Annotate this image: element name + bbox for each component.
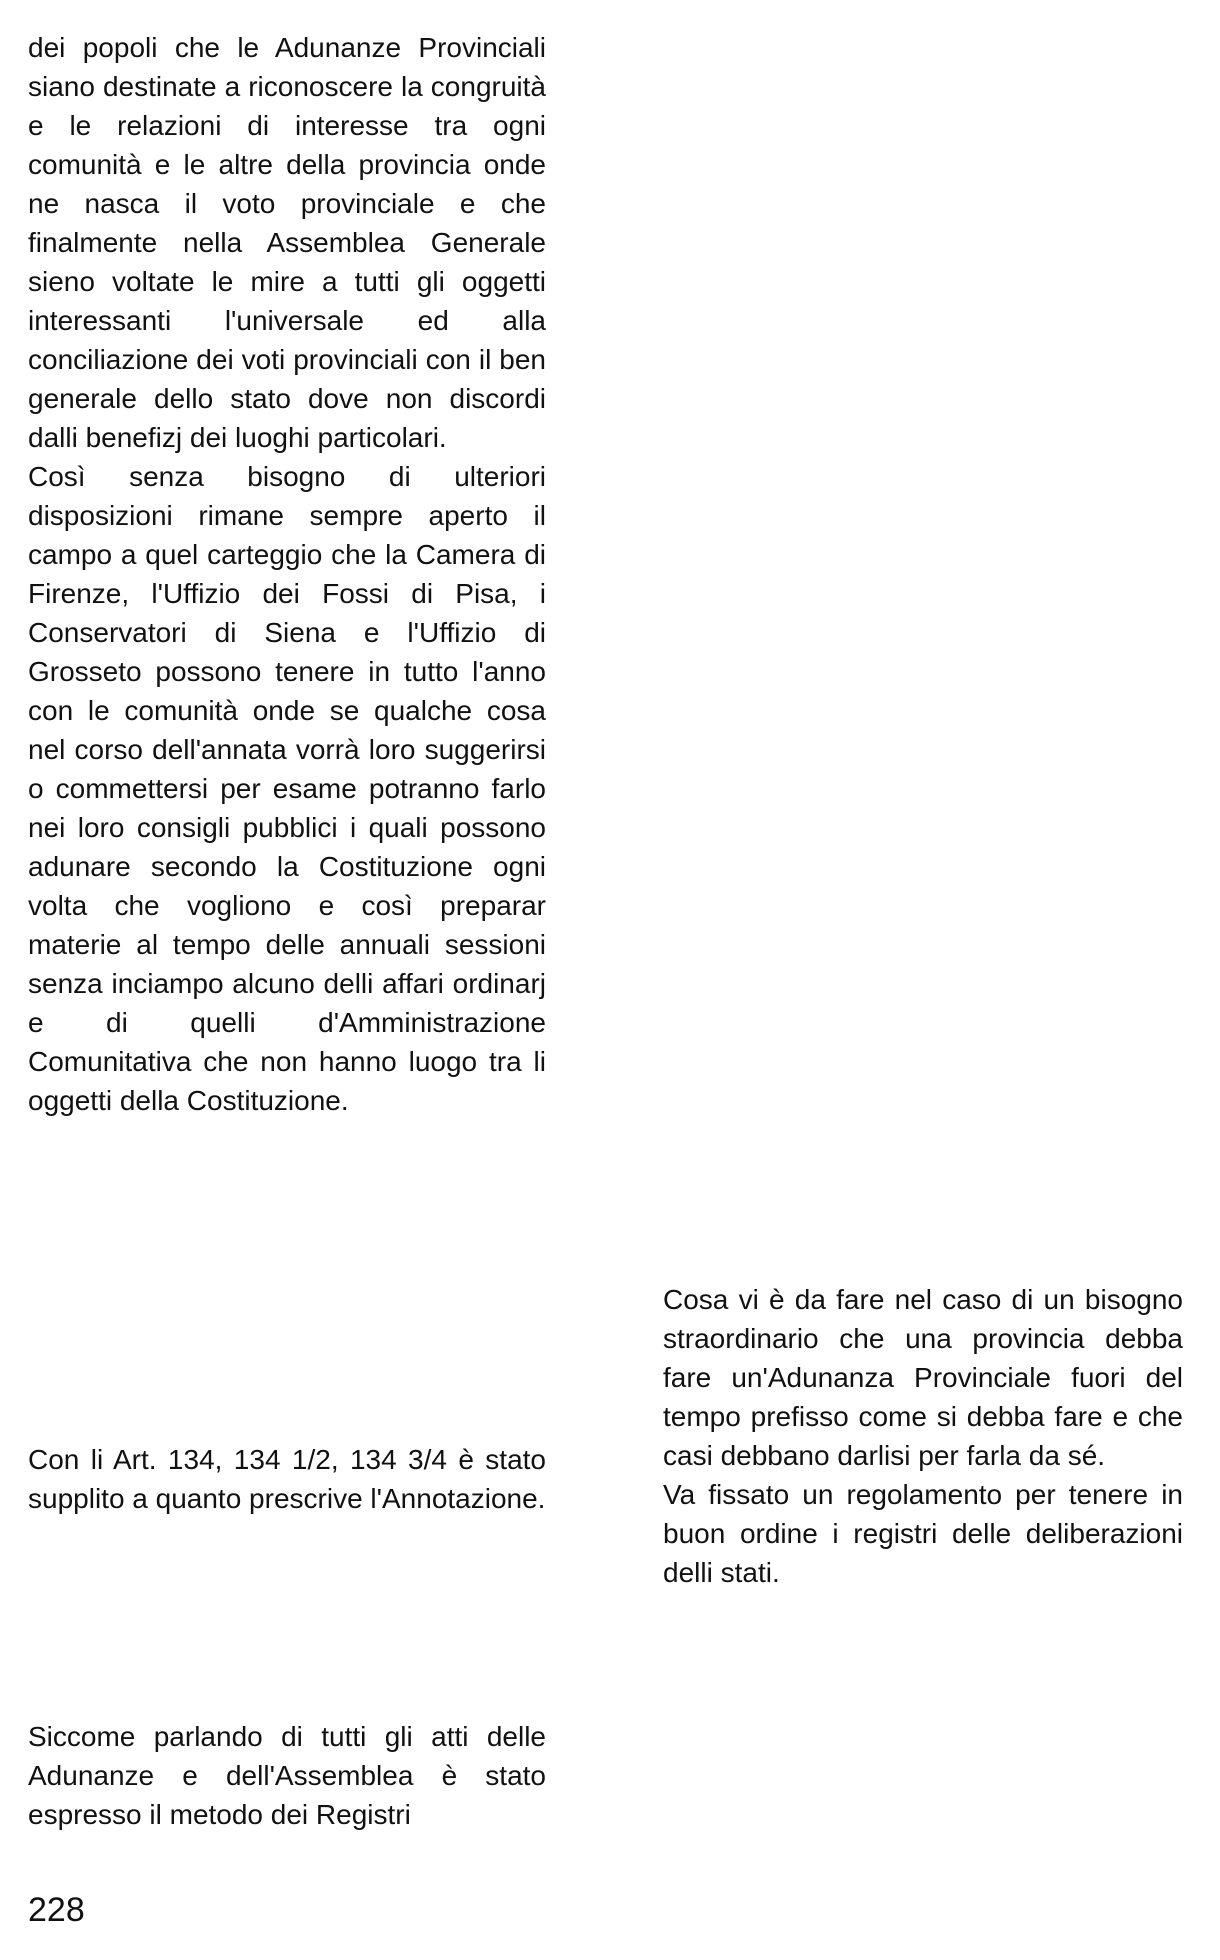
right-paragraph-2: Va fissato un regolamento per tenere in buon ordine i registri delle deliberazioni delli stati. xyxy=(663,1479,1183,1588)
left-paragraph-2: Così senza bisogno di ulteriori disposizioni rimane sempre aperto il campo a quel carteggio che la Camera di Firenze, l'Uffizio dei Fossi di Pisa, i Conservatori di Siena e l'Uffizio di Grosseto possono tenere in tutto l'anno con le comunità onde se qualche cosa nel corso dell'annata vorrà loro suggerirsi o commettersi per esame potranno farlo nei loro consigli pubblici i quali possono adunare secondo la Costituzione ogni volta che vogliono e così preparar materie al tempo delle annuali sessioni senza inciampo alcuno delli affari ordinarj e di quelli d'Amministrazione Comunitativa che non hanno luogo tra li oggetti della Costituzione. xyxy=(28,461,546,1116)
right-column-annotation xyxy=(663,1280,1183,1592)
left-paragraph-1: dei popoli che le Adunanze Provinciali siano destinate a riconoscere la congruità e le relazioni di interesse tra ogni comunità e le altre della provincia onde ne nasca il voto provinciale e che finalmente nella Assemblea Generale sieno voltate le mire a tutti gli oggetti interessanti l'universale ed alla conciliazione dei voti provinciali con il ben generale dello stato dove non discordi dalli benefizj dei luoghi particolari. xyxy=(28,32,546,453)
left-column-bottom-text xyxy=(28,1717,546,1834)
left-column-main-text xyxy=(28,28,546,1120)
left-bottom-paragraph: Siccome parlando di tutti gli atti delle Adunanze e dell'Assemblea è stato espresso il metodo dei Registri xyxy=(28,1721,546,1830)
page-number: 228 xyxy=(28,1891,85,1929)
left-column-note xyxy=(28,1440,546,1518)
right-paragraph-1: Cosa vi è da fare nel caso di un bisogno straordinario che una provincia debba fare un'Adunanza Provinciale fuori del tempo prefisso come si debba fare e che casi debbano darlisi per farla da sé. xyxy=(663,1284,1183,1471)
left-note-paragraph: Con li Art. 134, 134 1/2, 134 3/4 è stato supplito a quanto prescrive l'Annotazione. xyxy=(28,1444,546,1514)
